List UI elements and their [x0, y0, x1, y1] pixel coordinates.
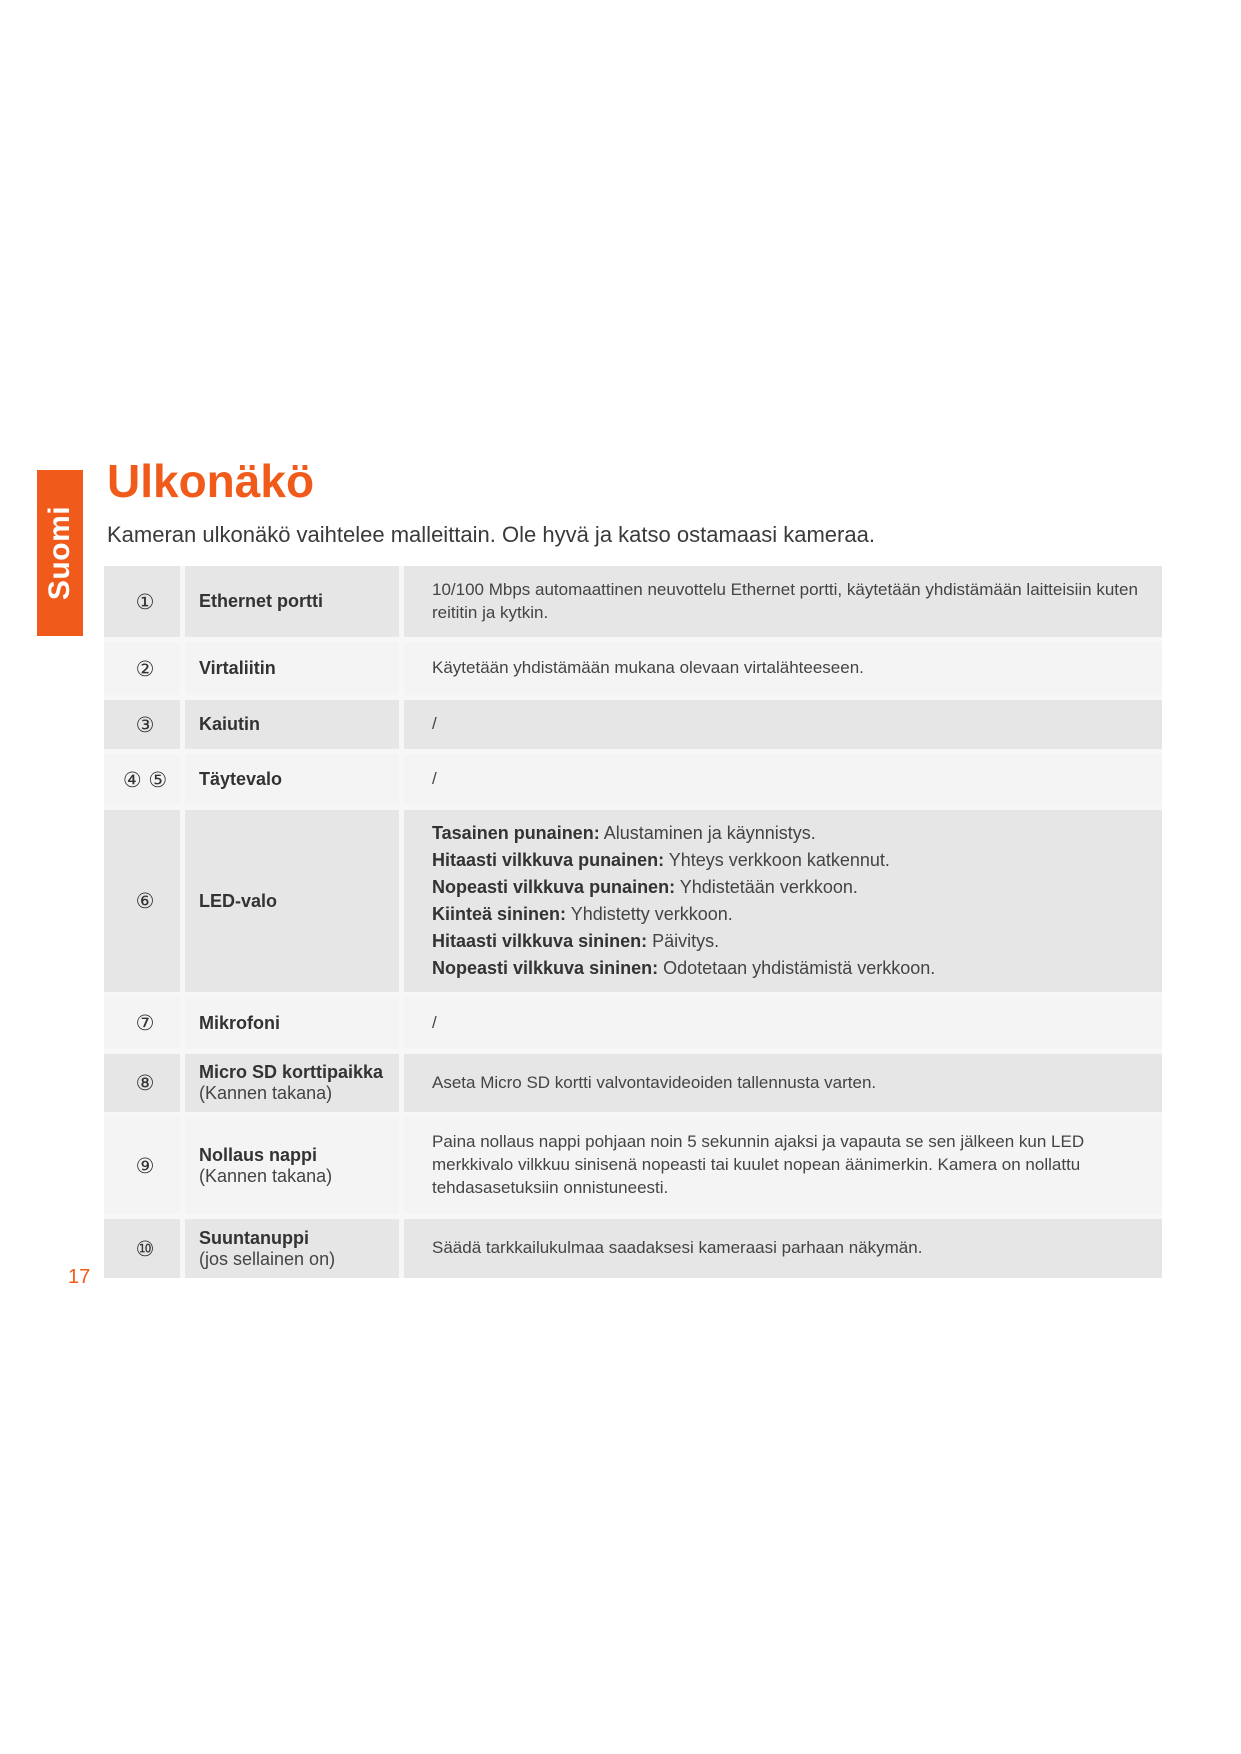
part-number: ⑥ — [110, 810, 185, 992]
part-name: Micro SD korttipaikka — [199, 1062, 384, 1082]
part-description-text: Käytetään yhdistämään mukana olevaan virtalähteeseen. — [432, 658, 864, 678]
part-description — [404, 1117, 1162, 1214]
led-status-text: Yhteys verkkoon katkennut. — [668, 850, 890, 870]
part-name-cell — [185, 997, 404, 1049]
led-status-item — [432, 901, 1142, 928]
part-location: (Kannen takana) — [199, 1083, 333, 1103]
parts-table — [104, 566, 1162, 1278]
part-name: Kaiutin — [199, 714, 260, 734]
page-subtitle: Kameran ulkonäkö vaihtelee malleittain. Ole hyvä ja katso ostamaasi kameraa. — [107, 522, 875, 547]
page-number: 17 — [68, 1266, 91, 1288]
part-number: ④ ⑤ — [110, 754, 185, 805]
table-row — [104, 810, 1162, 997]
part-name: Virtaliitin — [199, 658, 276, 678]
led-status-text: Odotetaan yhdistämistä verkkoon. — [663, 958, 936, 978]
table-row — [104, 700, 1162, 754]
table-row — [104, 1219, 1162, 1278]
led-status-item — [432, 955, 1142, 982]
part-number: ⑩ — [110, 1219, 185, 1278]
part-location: (jos sellainen on) — [199, 1248, 336, 1269]
part-description — [404, 1054, 1162, 1112]
page-title: Ulkonäkö — [107, 455, 315, 507]
table-row — [104, 642, 1162, 700]
part-name-cell — [185, 1117, 404, 1214]
part-description — [404, 997, 1162, 1049]
part-name: Täytevalo — [199, 769, 283, 789]
part-number: ⑦ — [110, 997, 185, 1049]
part-description — [404, 700, 1162, 749]
part-number: ⑧ — [110, 1054, 185, 1112]
led-status-text: Alustaminen ja käynnistys. — [603, 823, 816, 843]
led-status-label: Hitaasti vilkkuva punainen: — [432, 850, 665, 870]
led-status-label: Kiinteä sininen: — [432, 904, 567, 924]
led-status-label: Nopeasti vilkkuva sininen: — [432, 958, 659, 978]
part-description — [404, 566, 1162, 637]
part-number: ⑨ — [110, 1117, 185, 1214]
part-number: ② — [110, 642, 185, 695]
led-status-item — [432, 928, 1142, 955]
part-description — [404, 642, 1162, 695]
part-name: Mikrofoni — [199, 1012, 280, 1033]
part-name-cell — [185, 754, 404, 805]
led-status-item — [432, 847, 1142, 874]
part-name-cell — [185, 642, 404, 695]
table-row — [104, 754, 1162, 810]
led-status-item — [432, 820, 1142, 847]
table-row — [104, 1117, 1162, 1219]
part-number: ③ — [110, 700, 185, 749]
led-status-label: Hitaasti vilkkuva sininen: — [432, 931, 648, 951]
part-name: LED-valo — [199, 890, 278, 911]
part-description — [404, 1219, 1162, 1278]
part-description-text: / — [432, 1012, 437, 1032]
table-row — [104, 1054, 1162, 1117]
part-name-cell — [185, 700, 404, 749]
language-tab-label: Suomi — [43, 505, 77, 601]
led-status-text: Yhdistetään verkkoon. — [679, 877, 858, 897]
part-description-text: Säädä tarkkailukulmaa saadaksesi kameraasi parhaan näkymän. — [432, 1238, 923, 1258]
part-name-cell — [185, 1219, 404, 1278]
part-name: Nollaus nappi — [199, 1144, 318, 1165]
table-row — [104, 997, 1162, 1054]
part-description-text: Aseta Micro SD kortti valvontavideoiden tallennusta varten. — [432, 1072, 877, 1092]
led-status-item — [432, 874, 1142, 901]
part-number: ① — [110, 566, 185, 637]
part-name-cell — [185, 1054, 404, 1112]
part-description-text: 10/100 Mbps automaattinen neuvottelu Ethernet portti, käytetään yhdistämään laitteisiin kuten reititin ja kytkin. — [432, 579, 1138, 622]
part-location: (Kannen takana) — [199, 1165, 333, 1186]
led-status-text: Päivitys. — [652, 931, 720, 951]
part-name: Suuntanuppi — [199, 1227, 309, 1248]
part-name-cell — [185, 566, 404, 637]
led-status-text: Yhdistetty verkkoon. — [570, 904, 733, 924]
part-name-cell — [185, 810, 404, 992]
led-status-label: Tasainen punainen: — [432, 823, 600, 843]
led-status-list — [404, 810, 1162, 992]
part-name: Ethernet portti — [199, 591, 323, 611]
led-status-label: Nopeasti vilkkuva punainen: — [432, 877, 676, 897]
table-row — [104, 566, 1162, 642]
part-description-text: / — [432, 714, 437, 734]
part-description-text: / — [432, 769, 437, 789]
part-description — [404, 754, 1162, 805]
part-description-text: Paina nollaus nappi pohjaan noin 5 sekunnin ajaksi ja vapauta se sen jälkeen kun LED merkkivalo vilkkuu sinisenä nopeasti tai kuulet nopean äänimerkin. Kamera on nollattu tehdasasetuksiin onnistuneesti. — [432, 1132, 1085, 1197]
language-tab — [37, 470, 83, 636]
